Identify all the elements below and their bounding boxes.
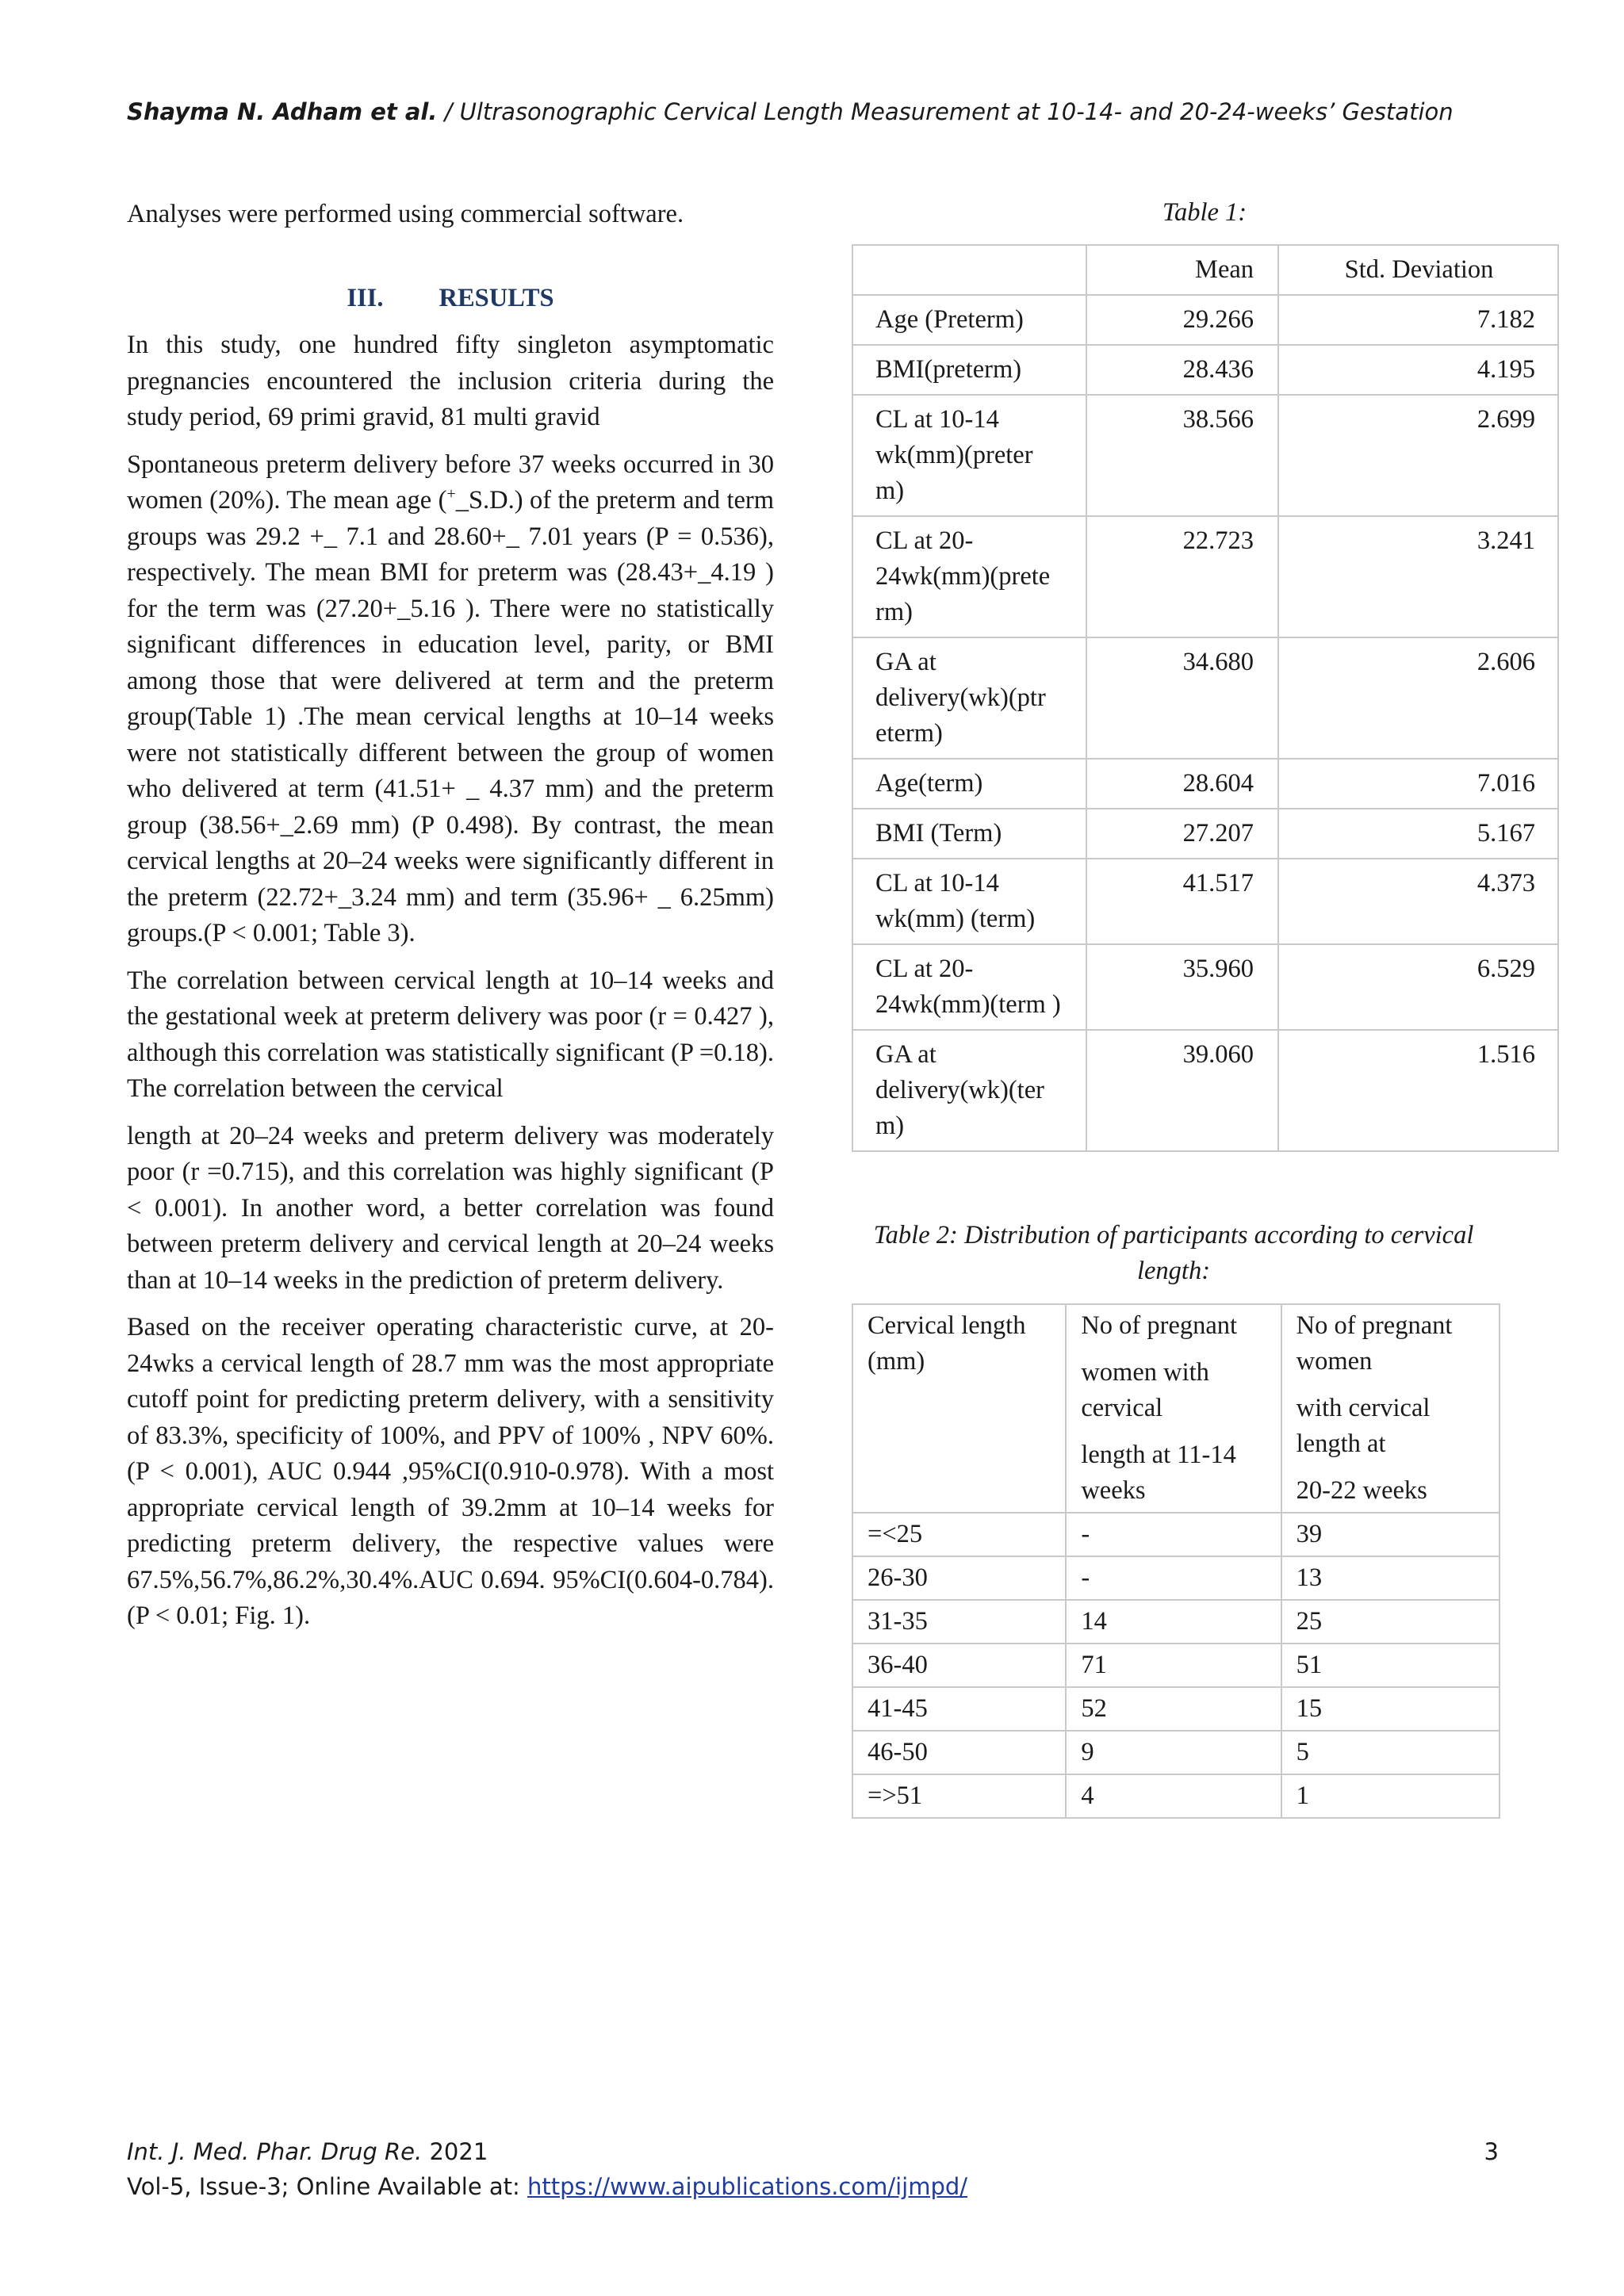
results-paragraph-3: The correlation between cervical length at 10–14 weeks and the gestational week at preterm delivery was poor (r = 0.427 ), although this correlation was statistically significant (P =0.18). The correlation between the cervical (127, 966, 774, 1103)
table2-header-text: No of pregnant women (1296, 1311, 1453, 1376)
table-cell: 31-35 (852, 1600, 1066, 1644)
table1-caption: Table 1: (1162, 198, 1247, 227)
table-cell: CL at 10-14 wk(mm) (term) (852, 859, 1086, 944)
table-cell: GA at delivery(wk)(ter m) (852, 1030, 1086, 1151)
table-cell: 35.960 (1086, 944, 1278, 1030)
table-cell: 6.529 (1278, 944, 1558, 1030)
table-cell: 27.207 (1086, 809, 1278, 859)
table-cell: 7.016 (1278, 759, 1558, 809)
results-paragraph-4: length at 20–24 weeks and preterm delivery was moderately poor (r =0.715), and this correlation was highly significant (P < 0.001). In another word, a better correlation was found between preterm delivery and cervical length at 20–24 weeks than at 10–14 weeks in the prediction of preterm delivery. (127, 1121, 774, 1295)
table-row (852, 759, 1558, 809)
table-cell: CL at 20-24wk(mm)(prete rm) (852, 516, 1086, 637)
table-cell: 52 (1066, 1687, 1281, 1731)
intro-line: Analyses were performed using commercial software. (127, 200, 684, 228)
footer-journal: Int. J. Med. Phar. Drug Re. (127, 2138, 423, 2165)
section-number: III. (347, 283, 384, 312)
para2-start: Spontaneous preterm delivery before 37 weeks occurred in 30 women (20%). The mean age ( (127, 450, 774, 515)
table-cell: CL at 20-24wk(mm)(term ) (852, 944, 1086, 1030)
page-footer (127, 2134, 1499, 2204)
table-cell: 38.566 (1086, 395, 1278, 516)
table-cell: 4 (1066, 1774, 1281, 1818)
table-cell: 1.516 (1278, 1030, 1558, 1151)
table-cell: 14 (1066, 1600, 1281, 1644)
table-row (852, 1774, 1500, 1818)
table1-header-row (852, 245, 1558, 295)
footer-line-2 (127, 2169, 1499, 2204)
table-row (852, 1731, 1500, 1774)
table-cell: Age(term) (852, 759, 1086, 809)
table-row (852, 859, 1558, 944)
header-authors: Shayma N. Adham et al. (127, 98, 438, 125)
para2-rest: _S.D.) of the preterm and term groups was 29.2 +_ 7.1 and 28.60+_ 7.01 years (P = 0.536), respectively. The mean BMI for preterm was (28.43+_4.19 ) for the term was (27.20+_5.16 ). There were no statistically significant differences in education level, parity, or BMI among those that were delivered at term and the preterm group(Table 1) .The mean cervical lengths at 10–14 weeks were not statistically different between the group of women who delivered at term (41.51+ _ 4.37 mm) and the preterm group (38.56+_2.69 mm) (P 0.498). By contrast, the mean cervical lengths at 20–24 weeks were significantly different in the preterm (22.72+_3.24 mm) and term (35.96+ _ 6.25mm) groups.(P < 0.001; Table 3). (127, 486, 775, 947)
table-cell: 51 (1281, 1644, 1500, 1687)
results-paragraph-2 (127, 447, 774, 952)
table-row (852, 1556, 1500, 1600)
table-cell: 2.606 (1278, 637, 1558, 759)
table2-header-text: 20-22 weeks (1296, 1476, 1427, 1505)
table-cell: 28.604 (1086, 759, 1278, 809)
table-cell: 46-50 (852, 1731, 1066, 1774)
table2-header-cell (1281, 1304, 1500, 1513)
table-cell: 13 (1281, 1556, 1500, 1600)
table-cell: 5.167 (1278, 809, 1558, 859)
results-paragraph-1: In this study, one hundred fifty singleton asymptomatic pregnancies encountered the inclusion criteria during the study period, 69 primi gravid, 81 multi gravid (127, 331, 774, 431)
table-cell: 9 (1066, 1731, 1281, 1774)
table1-header-cell (852, 245, 1086, 295)
table1-header-cell: Std. Deviation (1278, 245, 1558, 295)
table-cell: 29.266 (1086, 295, 1278, 345)
table-cell: 15 (1281, 1687, 1500, 1731)
table2-header-text: length at 11-14 weeks (1081, 1441, 1236, 1505)
table-cell: 5 (1281, 1731, 1500, 1774)
table-cell: 71 (1066, 1644, 1281, 1687)
table-cell: 4.373 (1278, 859, 1558, 944)
table2-header-row (852, 1304, 1500, 1513)
table-cell: =<25 (852, 1513, 1066, 1556)
table-cell: =>51 (852, 1774, 1066, 1818)
table-cell: - (1066, 1513, 1281, 1556)
table-cell: 25 (1281, 1600, 1500, 1644)
table-cell: 7.182 (1278, 295, 1558, 345)
table-cell: CL at 10-14 wk(mm)(preter m) (852, 395, 1086, 516)
page-number: 3 (1484, 2138, 1499, 2165)
footer-line-1 (127, 2134, 1499, 2169)
table-row (852, 1600, 1500, 1644)
section-title: RESULTS (439, 283, 554, 312)
table-cell: 22.723 (1086, 516, 1278, 637)
table2-header-text: No of pregnant (1081, 1311, 1238, 1340)
table-cell: 36-40 (852, 1644, 1066, 1687)
table1 (852, 244, 1559, 1152)
table1-header-cell: Mean (1086, 245, 1278, 295)
table2-header-text: women with cervical (1081, 1358, 1209, 1422)
header-separator: / (437, 98, 460, 125)
table-cell: 41.517 (1086, 859, 1278, 944)
header-title: Ultrasonographic Cervical Length Measurement at 10-14- and 20-24-weeks’ Gestation (459, 98, 1454, 125)
table-cell: GA at delivery(wk)(ptr eterm) (852, 637, 1086, 759)
table2-header-text: Cervical length (mm) (868, 1311, 1026, 1376)
table-cell: 4.195 (1278, 345, 1558, 395)
footer-volume: Vol-5, Issue-3; Online Available at: (127, 2173, 528, 2200)
table2-header-text: with cervical length at (1296, 1394, 1431, 1458)
table-row (852, 516, 1558, 637)
table-cell: 1 (1281, 1774, 1500, 1818)
table-cell: 28.436 (1086, 345, 1278, 395)
left-column (127, 197, 774, 1646)
table2-caption: Table 2: Distribution of participants according to cervical length: (873, 1221, 1474, 1285)
table-row (852, 1513, 1500, 1556)
table2-header-cell (852, 1304, 1066, 1513)
table-cell: BMI (Term) (852, 809, 1086, 859)
table-row (852, 1030, 1558, 1151)
table-cell: 3.241 (1278, 516, 1558, 637)
table-cell: 26-30 (852, 1556, 1066, 1600)
table-row (852, 809, 1558, 859)
table-row (852, 944, 1558, 1030)
table-cell: 39 (1281, 1513, 1500, 1556)
table-row (852, 1687, 1500, 1731)
table2-header-cell (1066, 1304, 1281, 1513)
section-heading (127, 281, 774, 317)
running-header (127, 98, 1522, 125)
plus-superscript: + (446, 485, 456, 503)
table-cell: - (1066, 1556, 1281, 1600)
results-paragraph-5: Based on the receiver operating characteristic curve, at 20-24wks a cervical length of 28.7 mm was the most appropriate cutoff point for predicting preterm delivery, with a sensitivity of 83.3%, specificity of 100%, and PPV of 100% , NPV 60%.(P < 0.001), AUC 0.944 ,95%CI(0.910-0.978). With a most appropriate cervical length of 39.2mm at 10–14 weeks for predicting preterm delivery, the respective values were 67.5%,56.7%,86.2%,30.4%.AUC 0.694. 95%CI(0.604-0.784). (P < 0.01; Fig. 1). (127, 1313, 774, 1630)
table-row (852, 637, 1558, 759)
table-row (852, 295, 1558, 345)
table2 (852, 1303, 1500, 1819)
footer-year: 2021 (422, 2138, 488, 2165)
table-cell: 39.060 (1086, 1030, 1278, 1151)
table-cell: 34.680 (1086, 637, 1278, 759)
journal-url-link[interactable]: https://www.aipublications.com/ijmpd/ (527, 2173, 968, 2200)
table-cell: Age (Preterm) (852, 295, 1086, 345)
table-cell: 41-45 (852, 1687, 1066, 1731)
table-row (852, 345, 1558, 395)
table-cell: BMI(preterm) (852, 345, 1086, 395)
table-row (852, 395, 1558, 516)
table-row (852, 1644, 1500, 1687)
table-cell: 2.699 (1278, 395, 1558, 516)
